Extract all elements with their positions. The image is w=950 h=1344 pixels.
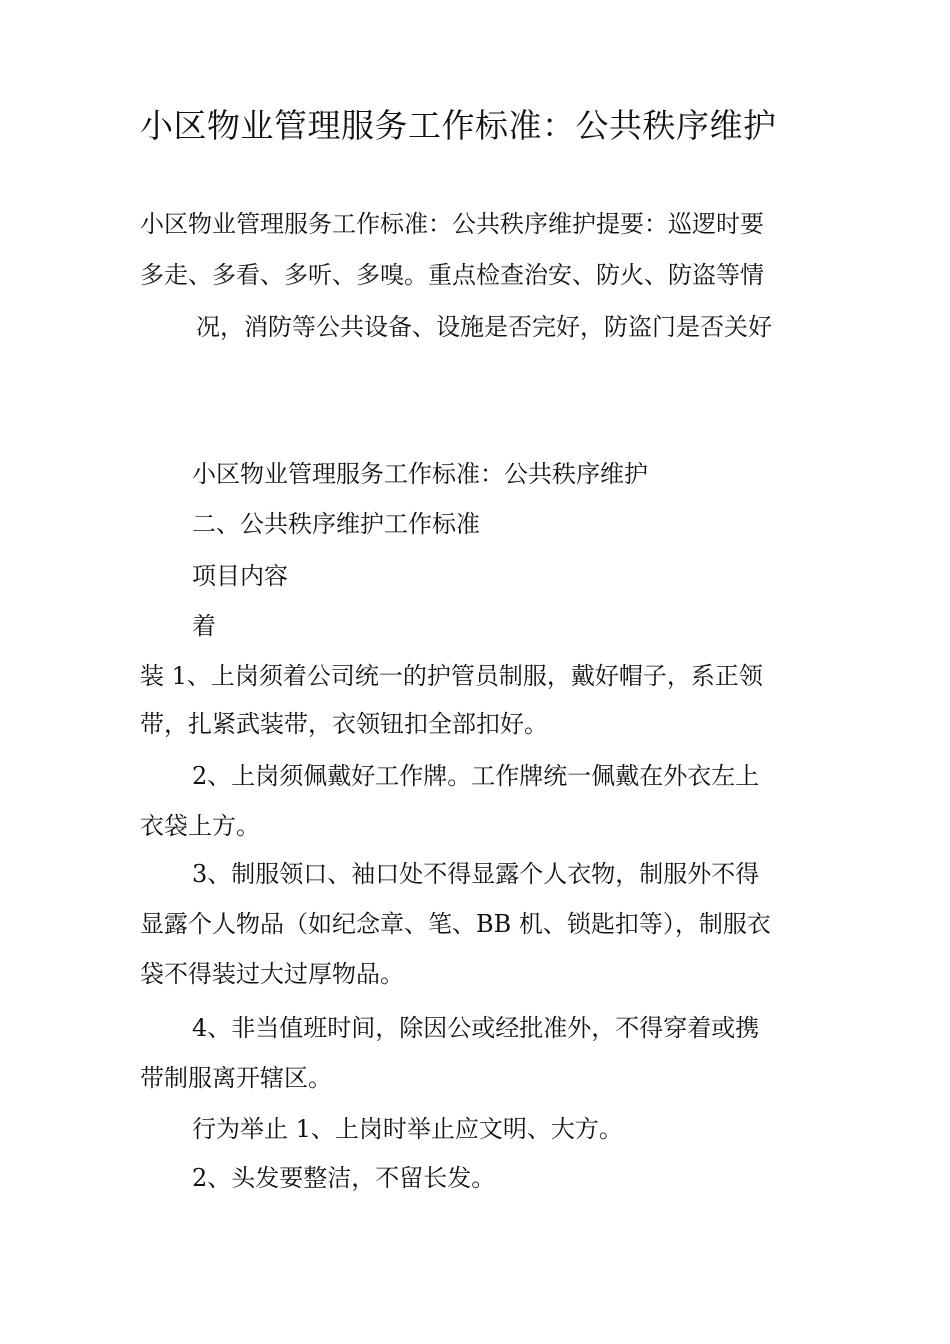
- column-label-item: 项目内容: [192, 562, 288, 590]
- paragraph-line: 显露个人物品（如纪念章、笔、BB 机、锁匙扣等），制服衣: [140, 910, 771, 938]
- category-label: 着: [192, 612, 216, 640]
- section-heading: 小区物业管理服务工作标准：公共秩序维护: [192, 460, 648, 488]
- summary-line-3: 况，消防等公共设备、设施是否完好，防盗门是否关好: [196, 313, 772, 341]
- paragraph-line: 2、上岗须佩戴好工作牌。工作牌统一佩戴在外衣左上: [192, 762, 760, 790]
- subsection-heading: 二、公共秩序维护工作标准: [192, 510, 480, 538]
- paragraph-line: 带，扎紧武装带，衣领钮扣全部扣好。: [140, 710, 548, 738]
- paragraph-line: 装 1、上岗须着公司统一的护管员制服，戴好帽子，系正领: [140, 662, 763, 690]
- paragraph-line: 3、制服领口、袖口处不得显露个人衣物，制服外不得: [192, 860, 760, 888]
- summary-line-1: 小区物业管理服务工作标准：公共秩序维护提要：巡逻时要: [140, 210, 764, 238]
- paragraph-line: 衣袋上方。: [140, 812, 260, 840]
- paragraph-line: 2、头发要整洁，不留长发。: [192, 1164, 496, 1192]
- paragraph-line: 带制服离开辖区。: [140, 1064, 332, 1092]
- paragraph-line: 4、非当值班时间，除因公或经批准外，不得穿着或携: [192, 1014, 760, 1042]
- paragraph-line: 行为举止 1、上岗时举止应文明、大方。: [192, 1115, 623, 1143]
- document-title: 小区物业管理服务工作标准：公共秩序维护: [140, 106, 777, 145]
- summary-line-2: 多走、多看、多听、多嗅。重点检查治安、防火、防盗等情: [140, 261, 764, 289]
- paragraph-line: 袋不得装过大过厚物品。: [140, 960, 404, 988]
